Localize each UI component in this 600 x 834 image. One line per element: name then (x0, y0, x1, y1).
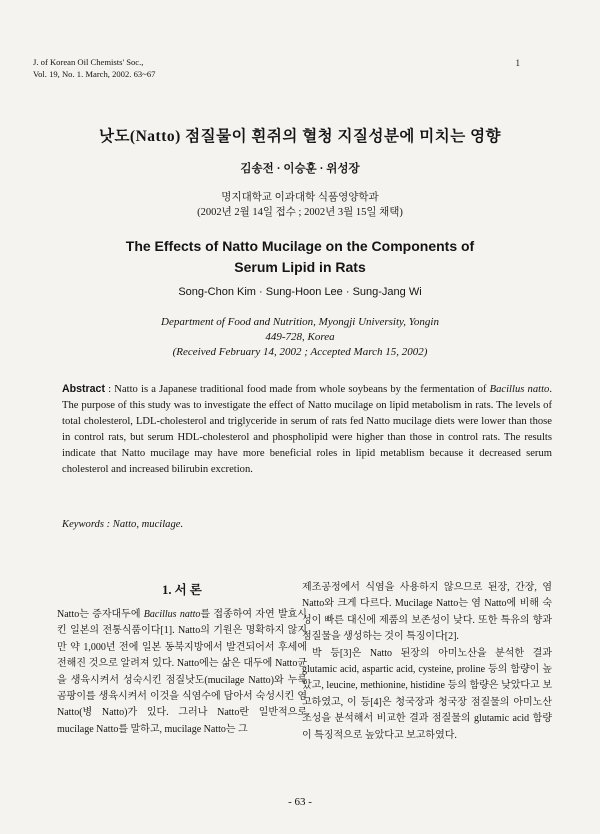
page-number-top: 1 (515, 58, 520, 68)
keywords: Keywords : Natto, mucilage. (62, 519, 184, 530)
abstract-species: Bacillus natto (489, 384, 550, 395)
korean-title: 낫도(Natto) 점질물이 흰쥐의 혈청 지질성분에 미치는 영향 (98, 128, 502, 145)
korean-affiliation-dates: (2002년 2월 14일 접수 ; 2002년 3월 15일 채택) (197, 207, 403, 218)
journal-line-2: Vol. 19, No. 1. March, 2002. 63~67 (33, 69, 156, 79)
korean-affiliation (0, 190, 600, 220)
english-authors: Song-Chon Kim · Sung-Hoon Lee · Sung-Jang Wi (178, 286, 422, 298)
english-title-line-2: Serum Lipid in Rats (234, 259, 366, 275)
english-title-line-1: The Effects of Natto Mucilage on the Components of (125, 238, 475, 254)
abstract-text-b: . The purpose of this study was to investigate the effect of Natto mucilage on lipid metabolism in rats. The levels of total cholesterol, LDL-cholesterol and triglyceride in serum of rats fed Natto mucilage diets were lower than those in control rats, but serum HDL-cholesterol and phospholipid were higher than those in control rats. The results indicate that Natto mucilage may have more beneficial roles in lipid metablism because it decreased serum cholesterol and increased bilirubin excretion. (62, 384, 552, 475)
english-affiliation-dept: Department of Food and Nutrition, Myongji University, Yongin (161, 316, 439, 328)
journal-citation (33, 56, 155, 80)
page-footer-number: - 63 - (288, 796, 312, 808)
section-heading-introduction: 1. 서 론 (162, 583, 202, 597)
intro-paragraph-3: 박 등[3]은 Natto 된장의 아미노산을 분석한 결과 glutamic acid, aspartic acid, cysteine, proline 등의 함량이 높았고, leucine, methionine, histidine 등의 함량은 낮았다고 보고하였고, 이 등[4]은 청국장과 청국장 점질물의 아미노산 조성을 분석해서 비교한 결과 점질물의 glutamic acid 함량이 특징적으로 높았다고 보고하였다. (302, 647, 552, 741)
body-right-column (302, 580, 552, 744)
intro-species: Bacillus natto (143, 609, 201, 620)
intro-paragraph-1 (57, 607, 307, 738)
abstract-label: Abstract (62, 383, 105, 395)
intro-paragraph-2: 제조공정에서 식염을 사용하지 않으므로 된장, 간장, 염 Natto와 크게 다르다. Mucilage Natto는 염 Natto에 비해 숙성이 빠른 대신에 제품의 보존성이 낮다. 또한 특유의 향과 점질물을 생성하는 것이 특징이다[2]. (302, 582, 552, 643)
english-title (0, 236, 600, 278)
body-left-column (57, 607, 307, 738)
korean-authors: 김송전 · 이승훈 · 위성장 (240, 163, 360, 175)
english-affiliation (0, 315, 600, 360)
journal-line-1: J. of Korean Oil Chemists' Soc., (33, 57, 144, 67)
english-affiliation-postal: 449-728, Korea (265, 331, 335, 343)
intro-text-b: 를 접종하여 자연 발효시킨 일본의 전통식품이다[1]. Natto의 기원은 명확하지 않지만 약 1,000년 전에 일본 동북지방에서 발견되어서 후세에 전해진 것으로 알려져 있다. Natto에는 삶은 대두에 Natto균을 생육시켜서 성숙시킨 점질낫도(mucilage Natto)와 누룩곰팡이를 생육시켜서 이것을 식염수에 담아서 숙성시킨 염 Natto(병 Natto)가 있다. 그러나 Natto란 일반적으로 mucilage Natto를 말하고, mucilage Natto는 그 (57, 609, 307, 735)
abstract-text-a: : Natto is a Japanese traditional food made from whole soybeans by the fermentation of (104, 384, 490, 395)
english-affiliation-dates: (Received February 14, 2002 ; Accepted March 15, 2002) (172, 346, 428, 358)
abstract (62, 381, 552, 478)
korean-affiliation-dept: 명지대학교 이과대학 식품영양학과 (221, 192, 379, 203)
intro-text-a: Natto는 증자대두에 (57, 609, 144, 620)
